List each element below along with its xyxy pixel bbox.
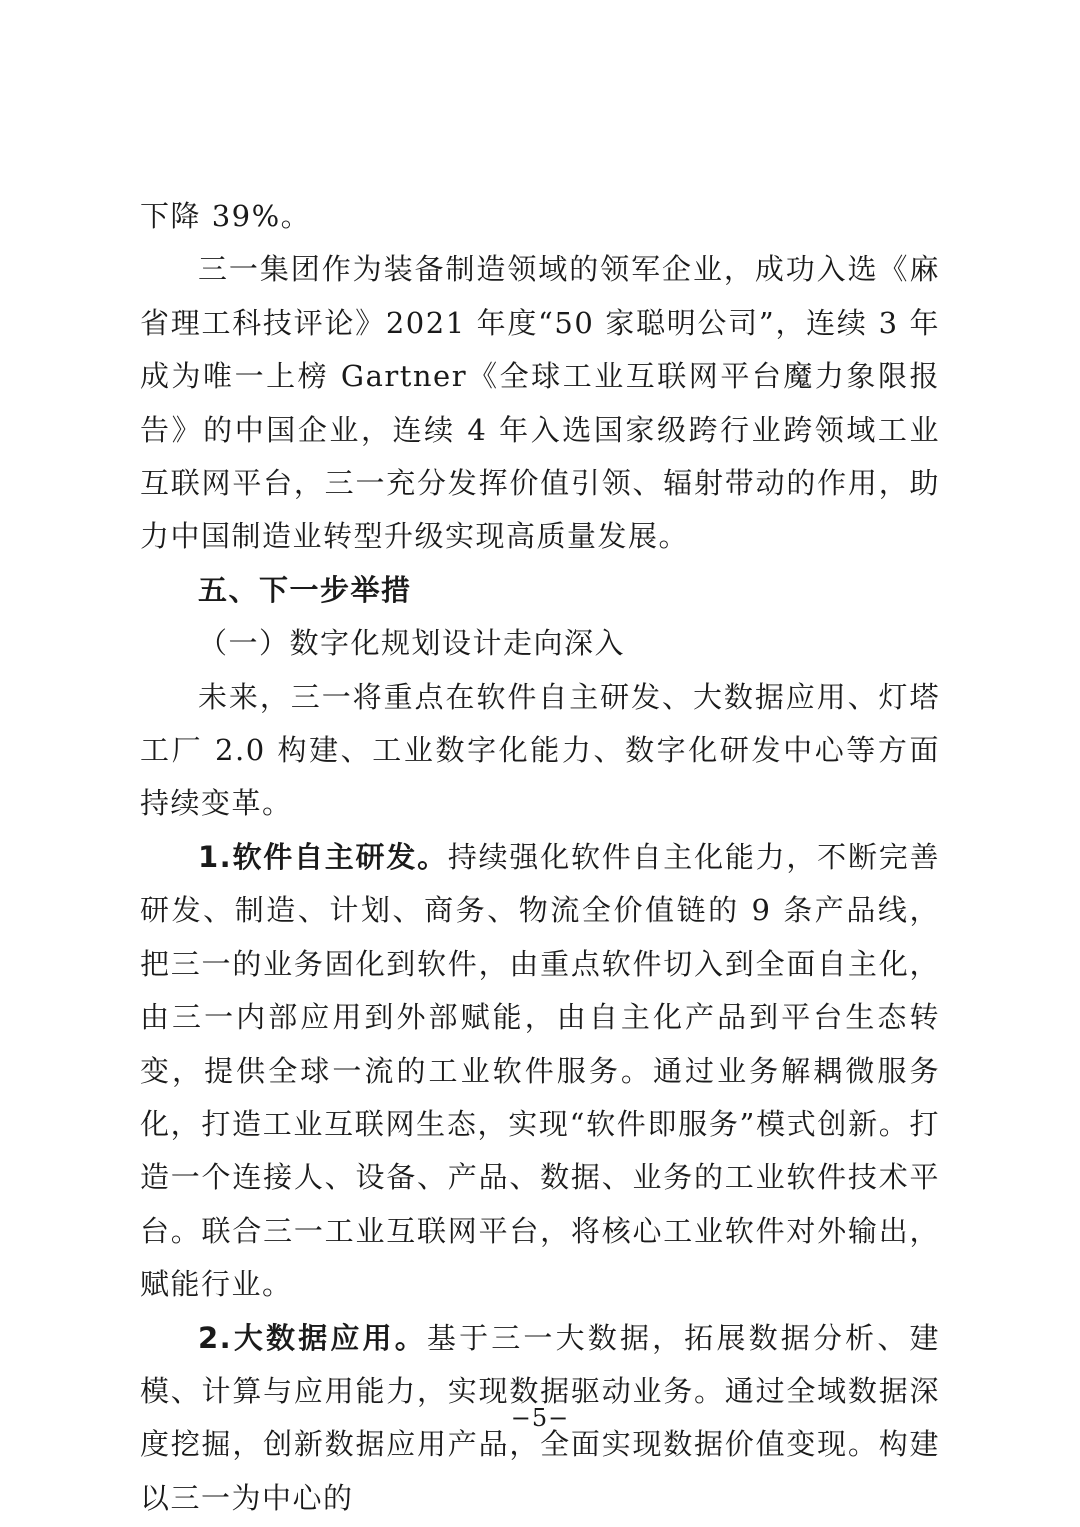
paragraph-item-software	[140, 831, 940, 1312]
item-big-data-lead: 2.大数据应用。	[198, 1320, 427, 1355]
paragraph-sany-achievements: 三一集团作为装备制造领域的领军企业，成功入选《麻省理工科技评论》2021 年度“50 家聪明公司”，连续 3 年成为唯一上榜 Gartner《全球工业互联网平台魔力象限报告》的中国企业，连续 4 年入选国家级跨行业跨领域工业互联网平台，三一充分发挥价值引领、辐射带动的作用，助力中国制造业转型升级实现高质量发展。	[140, 252, 940, 554]
section-heading: 五、下一步举措	[198, 572, 412, 607]
item-software-body: 持续强化软件自主化能力，不断完善研发、制造、计划、商务、物流全价值链的 9 条产品线，把三一的业务固化到软件，由重点软件切入到全面自主化，由三一内部应用到外部赋能，由自主化产品到平台生态转变，提供全球一流的工业软件服务。通过业务解耦微服务化，打造工业互联网生态，实现“软件即服务”模式创新。打造一个连接人、设备、产品、数据、业务的工业软件技术平台。联合三一工业互联网平台，将核心工业软件对外输出，赋能行业。	[140, 839, 940, 1302]
page-body	[140, 190, 940, 1525]
item-big-data-body: 基于三一大数据，拓展数据分析、建模、计算与应用能力，实现数据驱动业务。通过全域数据深度挖掘，创新数据应用产品，全面实现数据价值变现。构建以三一为中心的	[140, 1320, 940, 1515]
page-number: −5−	[510, 1404, 570, 1432]
paragraph-future-plan: 未来，三一将重点在软件自主研发、大数据应用、灯塔工厂 2.0 构建、工业数字化能力、数字化研发中心等方面持续变革。	[140, 679, 940, 821]
subsection-heading: （一）数字化规划设计走向深入	[198, 626, 626, 661]
paragraph-carry-over: 下降 39%。	[140, 199, 312, 233]
item-software-lead: 1.软件自主研发。	[198, 839, 448, 874]
